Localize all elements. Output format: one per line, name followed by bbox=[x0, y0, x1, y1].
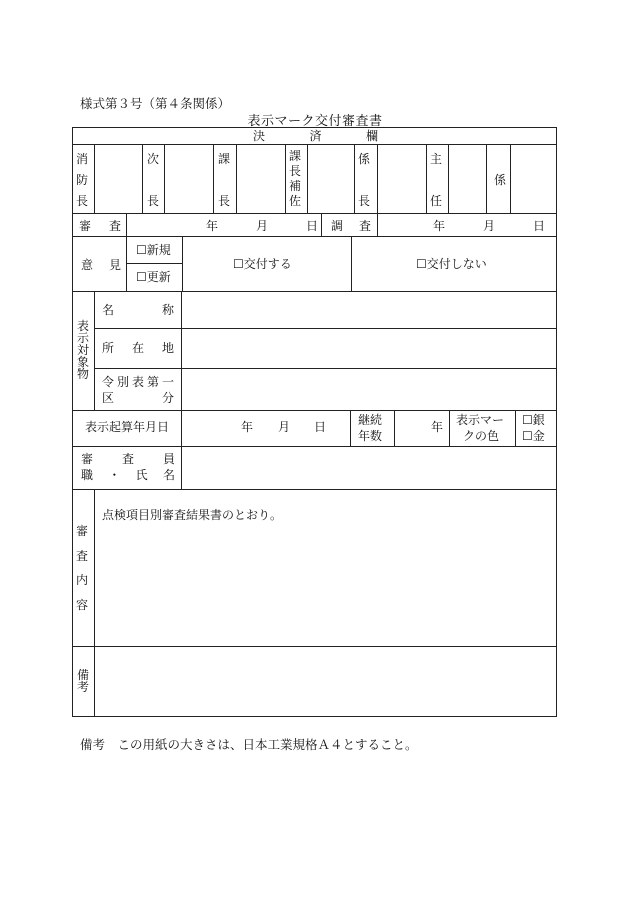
investigation-date-year: 年 bbox=[433, 219, 446, 233]
document-title: 表示マーク交付審査書 bbox=[247, 114, 383, 129]
checkbox-issue[interactable]: ☐交付する bbox=[233, 257, 292, 271]
checkbox-new[interactable]: ☐新規 bbox=[136, 243, 171, 257]
display-start-year: 年 bbox=[241, 420, 254, 434]
target-address-label: 所 在 地 bbox=[102, 341, 174, 355]
footer-note: 備考 この用紙の大きさは、日本工業規格Ａ４とすること。 bbox=[80, 737, 418, 752]
checkbox-silver[interactable]: ☐銀 bbox=[522, 413, 545, 427]
review-date-year: 年 bbox=[206, 219, 219, 233]
mark-color-label-1: 表示マー bbox=[456, 413, 505, 427]
checkbox-renew[interactable]: ☐更新 bbox=[136, 270, 171, 284]
opinion-label: 意 見 bbox=[81, 258, 121, 272]
continuation-years-unit: 年 bbox=[431, 420, 444, 434]
display-start-month: 月 bbox=[278, 420, 291, 434]
target-name-label: 名 称 bbox=[102, 303, 174, 317]
remarks-label: 備考 bbox=[76, 668, 89, 694]
investigation-date-label: 調 査 bbox=[331, 219, 371, 233]
continuation-years-label-1: 継続 bbox=[358, 413, 383, 427]
target-kubun-line1: 令 別 表 第 一 bbox=[102, 375, 174, 389]
investigation-date-day: 日 bbox=[533, 219, 546, 233]
display-start-date-label: 表示起算年月日 bbox=[85, 420, 170, 434]
display-start-day: 日 bbox=[314, 420, 327, 434]
form-number: 様式第３号（第４条関係） bbox=[80, 96, 231, 111]
checkbox-gold[interactable]: ☐金 bbox=[522, 429, 545, 443]
mark-color-label-2: クの色 bbox=[463, 429, 500, 443]
target-group-label: 表示対象物 bbox=[76, 319, 89, 381]
reviewer-label-line1: 審 査 員 bbox=[81, 452, 175, 466]
target-kubun-line2: 区 分 bbox=[102, 391, 174, 405]
review-date-month: 月 bbox=[256, 219, 269, 233]
review-form-table: 決 済 欄 消 防 長 次 長 課 長 課 長 補 佐 係 長 主 任 係 審 査 年 月 日 調 査 年 月 日 意 見 ☐新規 ☐更新 ☐交付する ☐交付しない 表示対象物 名 称 所 在 地 令 別 表 第 一 区 分 表示起算年月日 年 月 日 継続 年数 年 表示マー クの色 ☐銀 ☐金 審 査 員 職 ・ 氏 名 審 査 内 容 点検項目別審査結果書のとおり。 備考 bbox=[72, 127, 557, 717]
review-date-day: 日 bbox=[306, 219, 319, 233]
review-content-text: 点検項目別審査結果書のとおり。 bbox=[102, 508, 283, 522]
reviewer-label-line2: 職 ・ 氏 名 bbox=[81, 468, 175, 482]
continuation-years-label-2: 年数 bbox=[358, 429, 383, 443]
review-date-label: 審 査 bbox=[79, 219, 121, 233]
approval-header: 決 済 欄 bbox=[253, 129, 378, 143]
checkbox-no-issue[interactable]: ☐交付しない bbox=[416, 257, 487, 271]
investigation-date-month: 月 bbox=[483, 219, 496, 233]
